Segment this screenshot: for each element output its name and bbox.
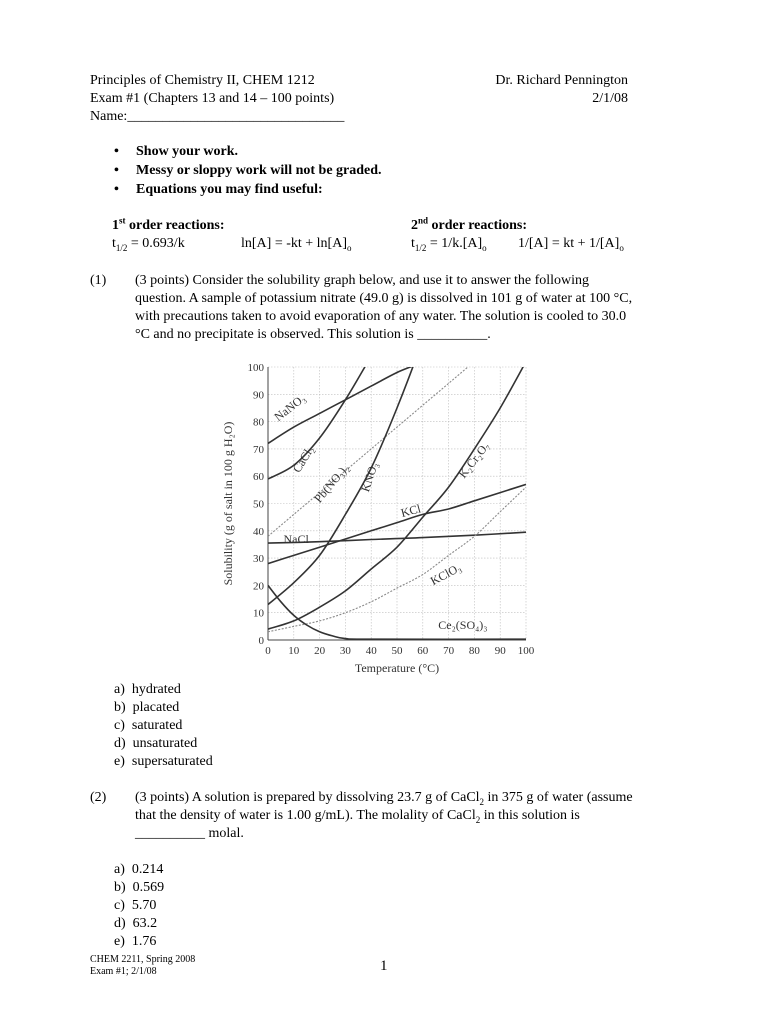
first-order-half-life: $t_{1/2} = 0.693/k$ — [112, 236, 185, 253]
y-axis-label: Solubility (g of salt in 100 g H₂O) — [221, 421, 235, 586]
y-tick-label: 50 — [253, 498, 264, 511]
answer-option[interactable]: b) placated — [114, 700, 180, 715]
y-tick-label: 30 — [253, 553, 264, 566]
instruction-item: • Show your work. — [114, 143, 382, 162]
question-2-number: (2) — [90, 790, 107, 805]
x-tick-label: 0 — [265, 645, 271, 657]
y-tick-label: 100 — [247, 362, 264, 374]
answer-option[interactable]: c) saturated — [114, 718, 183, 733]
second-order-half-life: $t_{1/2} = 1/k.[A]_o$ — [411, 236, 487, 253]
answer-option[interactable]: d) 63.2 — [114, 916, 158, 931]
instructions-list — [114, 143, 382, 200]
exam-title: Exam #1 (Chapters 13 and 14 – 100 points) — [90, 91, 335, 106]
first-order-heading: 1st order reactions: — [112, 215, 225, 233]
answer-option[interactable]: e) 1.76 — [114, 934, 157, 949]
instruction-item: • Equations you may find useful: — [114, 181, 382, 200]
y-tick-label: 0 — [258, 635, 264, 647]
x-tick-label: 10 — [288, 645, 300, 657]
first-order-integrated: $\ln[A] = -kt + \ln[A]_o$ — [241, 236, 352, 253]
footer-exam: Exam #1; 2/1/08 — [90, 966, 157, 977]
answer-option[interactable]: c) 5.70 — [114, 898, 157, 913]
question-1-text: (3 points) Consider the solubility graph below, and use it to answer the following question. A sample of potassium nitrate (49.0 g) is dissolved in 101 g of water at 100 °C, with precautions taken to avoid evaporation of any water. The solution is cooled to 30.0 °C and no precipitate is observed. This solution is __________. — [135, 273, 633, 342]
question-2-text: (3 points) A solution is prepared by dissolving 23.7 g of CaCl$_2$ in 375 g of water (assume that the density of water is 1.00 g/mL). The molality of CaCl$_2$ in this solution is __________ molal. — [135, 790, 633, 841]
page-number: 1 — [380, 958, 388, 974]
answer-option[interactable]: a) 0.214 — [114, 862, 164, 877]
series-label: KClO₃ — [427, 560, 464, 589]
solubility-chart — [218, 355, 550, 681]
name-line: Name:_______________________________ — [90, 109, 345, 124]
exam-date: 2/1/08 — [592, 91, 628, 106]
series-label: Ce₂(SO₄)₃ — [438, 618, 488, 633]
y-tick-label: 20 — [253, 580, 264, 593]
x-tick-label: 70 — [443, 645, 455, 657]
answer-option[interactable]: b) 0.569 — [114, 880, 165, 895]
x-tick-label: 100 — [517, 645, 535, 657]
x-tick-label: 60 — [417, 645, 429, 657]
series-label: NaCl — [283, 532, 309, 547]
series-label: K₂Cr₂O₇ — [455, 439, 493, 481]
question-1-number: (1) — [90, 273, 107, 288]
answer-option[interactable]: e) supersaturated — [114, 754, 213, 769]
question-2-options — [114, 861, 164, 951]
answer-option[interactable]: a) hydrated — [114, 682, 181, 697]
footer-course: CHEM 2211, Spring 2008 — [90, 954, 196, 965]
second-order-heading: 2nd order reactions: — [411, 215, 528, 233]
solubility-chart-svg — [218, 355, 550, 681]
y-tick-label: 90 — [253, 389, 264, 402]
series-label: KCl — [399, 501, 423, 521]
y-tick-label: 70 — [253, 443, 264, 456]
second-order-integrated: 1/[A] = kt + $1/[A]_o$ — [518, 236, 624, 253]
instruction-item: • Messy or sloppy work will not be graded. — [114, 162, 382, 181]
course-title: Principles of Chemistry II, CHEM 1212 — [90, 73, 315, 88]
x-tick-label: 90 — [494, 645, 506, 657]
y-tick-label: 40 — [253, 525, 264, 538]
x-tick-label: 80 — [468, 645, 480, 657]
series-label: NaNO₃ — [271, 391, 309, 424]
instructor-name: Dr. Richard Pennington — [495, 73, 628, 88]
question-1-options — [114, 681, 213, 771]
y-tick-label: 60 — [253, 471, 264, 484]
y-tick-label: 80 — [253, 416, 264, 429]
x-tick-label: 50 — [391, 645, 403, 657]
x-tick-label: 40 — [365, 645, 377, 657]
series-label: CaCl₂ — [289, 443, 317, 476]
series-label: KNO₃ — [358, 460, 381, 494]
x-axis-label: Temperature (°C) — [354, 661, 440, 675]
x-tick-label: 20 — [314, 645, 326, 657]
y-tick-label: 10 — [253, 607, 264, 620]
x-tick-label: 30 — [339, 645, 351, 657]
answer-option[interactable]: d) unsaturated — [114, 736, 198, 751]
series-label: Pb(NO₃)₂ — [311, 460, 352, 506]
